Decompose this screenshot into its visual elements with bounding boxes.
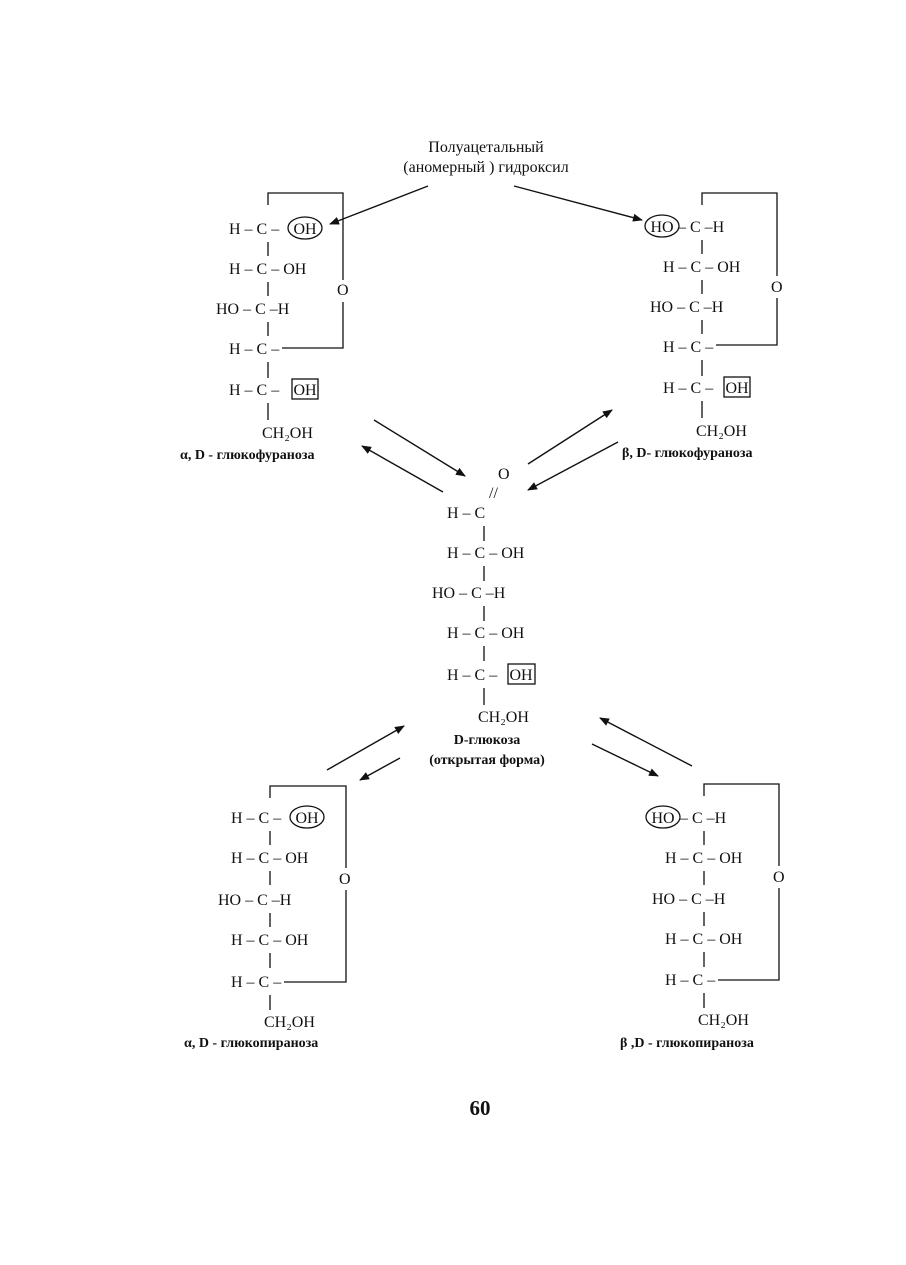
c1-row: – C –H: [680, 810, 727, 827]
ring-oxygen: O: [771, 279, 783, 296]
caption-arrow-left: [330, 186, 428, 224]
c4-row: H – C – OH: [665, 931, 743, 948]
ring-bond-bottom: [716, 298, 777, 345]
ring-oxygen: O: [773, 869, 785, 886]
arrow-beta-pyranose-to-open: [600, 718, 692, 766]
c4-row: H – C – OH: [231, 932, 309, 949]
c4-row: H – C –: [229, 341, 280, 358]
c5-oh: OH: [509, 667, 533, 684]
c2-row: H – C – OH: [663, 259, 741, 276]
anomeric-oh: OH: [293, 221, 317, 238]
c1-hc: H – C –: [229, 221, 280, 238]
arrow-alpha-pyranose-to-open: [327, 726, 404, 770]
c5-row: H – C –: [231, 974, 282, 991]
alpha-furanose-label: α, D - глюкофураноза: [180, 448, 315, 463]
c5-oh: OH: [293, 382, 317, 399]
c6-ch2oh: CH₂OH: [478, 709, 529, 726]
ring-bond-bottom: [282, 302, 343, 348]
arrow-open-to-alpha-furanose: [362, 446, 443, 492]
open-chain-glucose-structure: [429, 466, 545, 768]
c2-row: H – C – OH: [447, 545, 525, 562]
anomeric-oh: OH: [295, 810, 319, 827]
c3-row: HO – C –H: [216, 301, 290, 318]
beta-furanose-structure: [622, 193, 783, 461]
arrow-alpha-furanose-to-open: [374, 420, 465, 476]
c5-oh: OH: [725, 380, 749, 397]
arrow-open-to-alpha-pyranose: [360, 758, 400, 780]
ring-oxygen: O: [337, 282, 349, 299]
double-bond: //: [489, 485, 498, 502]
aldehyde-oxygen: O: [498, 466, 510, 483]
arrow-beta-furanose-to-open: [528, 442, 618, 490]
ring-oxygen: O: [339, 871, 351, 888]
arrow-open-to-beta-pyranose: [592, 744, 658, 776]
page-number: 60: [469, 1096, 491, 1120]
c5-row: H – C –: [665, 972, 716, 989]
alpha-pyranose-label: α, D - глюкопираноза: [184, 1036, 319, 1051]
c2-row: H – C – OH: [231, 850, 309, 867]
caption-line-2: (аномерный ) гидроксил: [403, 159, 569, 176]
alpha-furanose-structure: [180, 193, 349, 463]
c6-ch2oh: CH₂OH: [264, 1014, 315, 1031]
anomeric-hydroxyl-caption: [403, 139, 568, 176]
c2-row: H – C – OH: [229, 261, 307, 278]
c6-ch2oh: CH₂OH: [262, 425, 313, 442]
c6-ch2oh: CH₂OH: [696, 423, 747, 440]
c1-row: H – C –: [231, 810, 282, 827]
c5-row: H – C –: [663, 380, 714, 397]
c4-row: H – C – OH: [447, 625, 525, 642]
c4-row: H – C –: [663, 339, 714, 356]
anomeric-ho: HO: [651, 810, 675, 827]
c5-row: H – C –: [447, 667, 498, 684]
c3-row: HO – C –H: [218, 892, 292, 909]
open-chain-label-2: (открытая форма): [429, 753, 545, 768]
beta-pyranose-structure: [620, 784, 785, 1051]
c2-row: H – C – OH: [665, 850, 743, 867]
caption-arrow-right: [514, 186, 642, 220]
c3-row: HO – C –H: [650, 299, 724, 316]
caption-line-1: Полуацетальный: [428, 139, 544, 156]
c1-row: – C –H: [678, 219, 725, 236]
anomeric-ho: HO: [650, 219, 674, 236]
c3-row: HO – C –H: [432, 585, 506, 602]
beta-pyranose-label: β ,D - глюкопираноза: [620, 1036, 754, 1051]
c1-row: H – C: [447, 505, 486, 522]
c6-ch2oh: CH₂OH: [698, 1012, 749, 1029]
alpha-pyranose-structure: [184, 786, 351, 1051]
c3-row: HO – C –H: [652, 891, 726, 908]
open-chain-label-1: D-глюкоза: [453, 733, 521, 748]
arrow-open-to-beta-furanose: [528, 410, 612, 464]
beta-furanose-label: β, D- глюкофураноза: [622, 446, 753, 461]
c5-row: H – C –: [229, 382, 280, 399]
